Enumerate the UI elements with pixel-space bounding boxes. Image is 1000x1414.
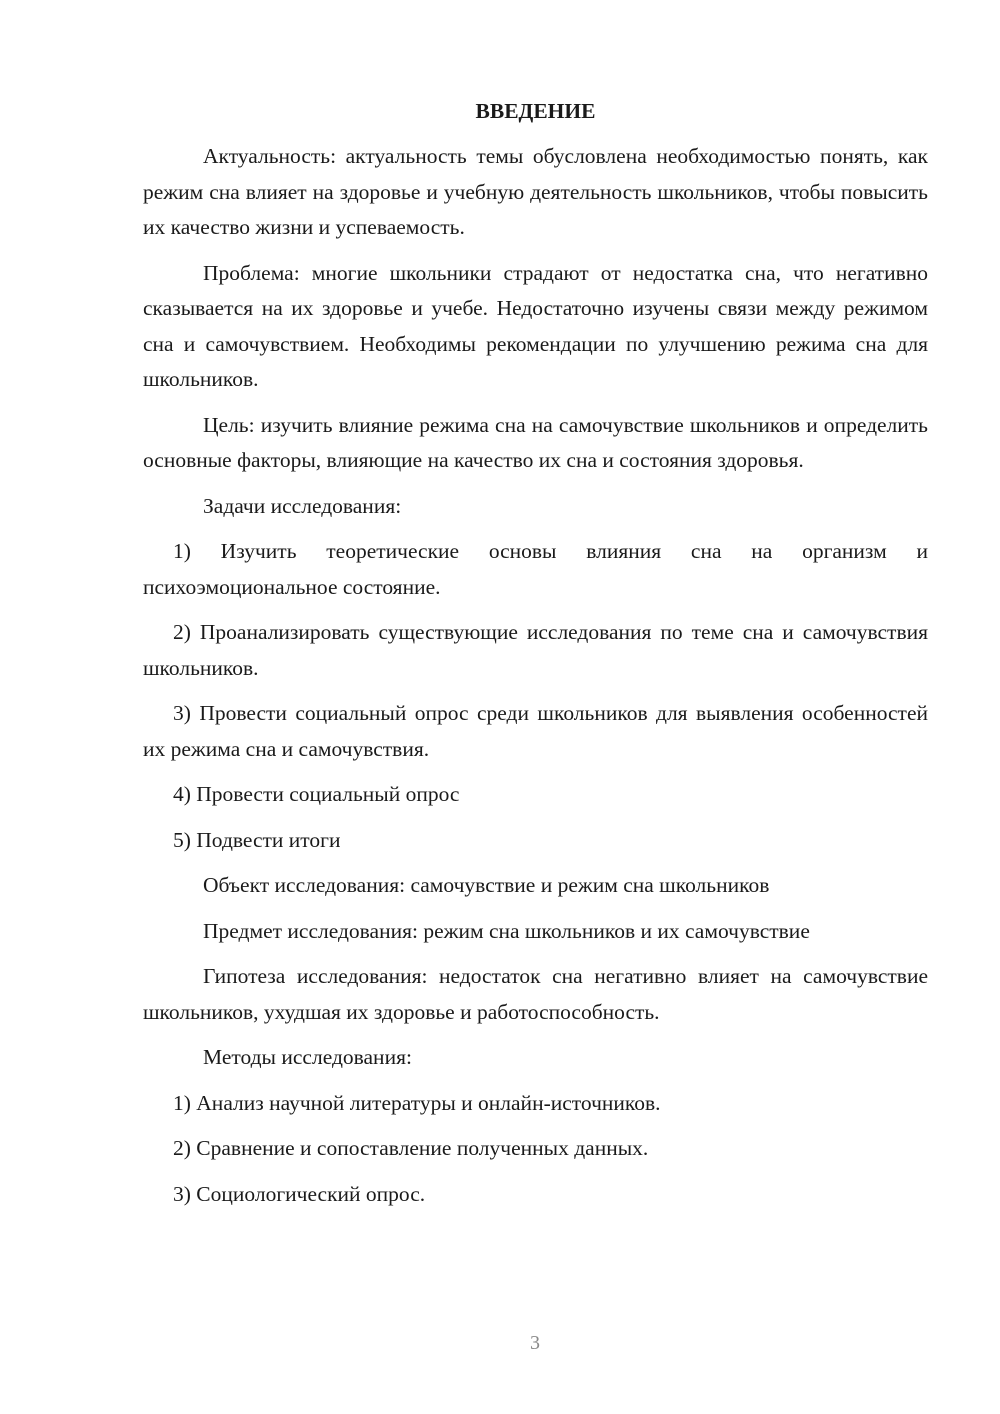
page-number: 3 (530, 1332, 540, 1354)
task-item: 5) Подвести итоги (173, 827, 341, 852)
tasks-title: Задачи исследования: (203, 493, 402, 518)
goal-paragraph: Цель: изучить влияние режима сна на самочувствие школьников и определить основные факторы, влияющие на качество их сна и состояния здоровья. (143, 412, 928, 472)
problem-paragraph: Проблема: многие школьники страдают от недостатка сна, что негативно сказывается на их здоровье и учебе. Недостаточно изучены связи между режимом сна и самочувствием. Необходимы рекомендации по улучшению режима сна для школьников. (143, 260, 928, 391)
page-content (143, 94, 928, 1222)
method-item: 3) Социологический опрос. (173, 1181, 426, 1206)
method-item: 1) Анализ научной литературы и онлайн-источников. (173, 1090, 661, 1115)
task-item: 2) Проанализировать существующие исследования по теме сна и самочувствия школьников. (143, 620, 928, 680)
subject-paragraph: Предмет исследования: режим сна школьников и их самочувствие (203, 918, 810, 943)
section-heading: ВВЕДЕНИЕ (475, 99, 596, 123)
relevance-paragraph: Актуальность: актуальность темы обусловлена необходимостью понять, как режим сна влияет на здоровье и учебную деятельность школьников, чтобы повысить их качество жизни и успеваемость. (143, 144, 928, 239)
method-item: 2) Сравнение и сопоставление полученных данных. (173, 1136, 649, 1160)
methods-title: Методы исследования: (203, 1045, 412, 1069)
task-item: 3) Провести социальный опрос среди школьников для выявления особенностей их режима сна и самочувствия. (143, 701, 928, 761)
task-item: 1) Изучить теоретические основы влияния сна на организм и психоэмоциональное состояние. (143, 539, 928, 599)
hypothesis-paragraph: Гипотеза исследования: недостаток сна негативно влияет на самочувствие школьников, ухудшая их здоровье и работоспособность. (143, 964, 928, 1024)
task-item: 4) Провести социальный опрос (173, 782, 460, 806)
object-paragraph: Объект исследования: самочувствие и режим сна школьников (203, 873, 770, 897)
